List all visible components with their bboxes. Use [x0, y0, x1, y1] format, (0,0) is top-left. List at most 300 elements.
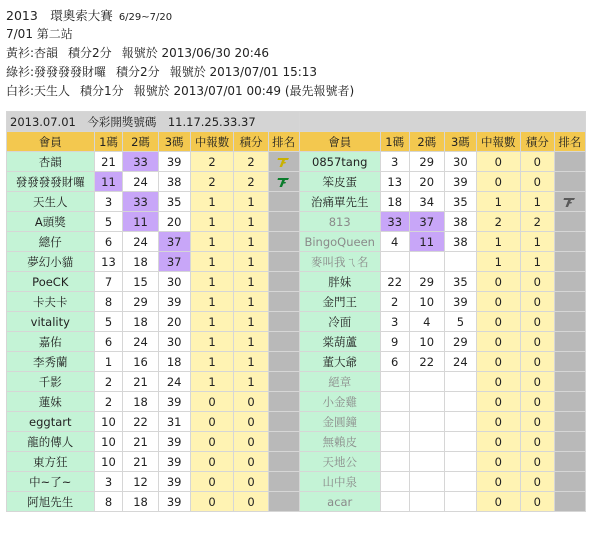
pick-number: 29	[409, 272, 444, 292]
pick-number: 3	[380, 312, 409, 332]
score-value: 0	[520, 412, 554, 432]
rank-cell	[554, 312, 585, 332]
score-value: 0	[520, 452, 554, 472]
report-count: 0	[476, 372, 520, 392]
table-row	[7, 312, 586, 332]
score-value: 1	[234, 312, 268, 332]
member-name: 夢幻小貓	[7, 252, 95, 272]
pick-number: 38	[158, 172, 190, 192]
score-value: 0	[520, 272, 554, 292]
score-value: 0	[520, 312, 554, 332]
member-name: 發發發發財囉	[7, 172, 95, 192]
col-reports: 中報數	[476, 132, 520, 152]
pick-number: 24	[444, 352, 476, 372]
jersey-badge-icon	[277, 157, 290, 168]
score-value: 1	[520, 192, 554, 212]
score-value: 0	[520, 392, 554, 412]
score-value: 0	[520, 472, 554, 492]
pick-number: 39	[158, 152, 190, 172]
pick-number: 10	[409, 292, 444, 312]
lottery-numbers: 2013.07.01 今彩開獎號碼 11.17.25.33.37	[7, 112, 300, 132]
pick-number: 35	[158, 192, 190, 212]
table-row	[7, 352, 586, 372]
report-count: 0	[476, 272, 520, 292]
rank-cell	[268, 172, 299, 192]
table-row	[7, 372, 586, 392]
pick-number: 30	[158, 272, 190, 292]
report-count: 0	[190, 392, 234, 412]
member-name: 龍的傳人	[7, 432, 95, 452]
table-row	[7, 492, 586, 512]
pick-number: 4	[380, 232, 409, 252]
score-value: 1	[234, 292, 268, 312]
pick-number: 22	[123, 412, 158, 432]
pick-number	[380, 372, 409, 392]
pick-number: 29	[444, 332, 476, 352]
rank-cell	[554, 372, 585, 392]
rank-cell	[268, 452, 299, 472]
page-title	[6, 6, 594, 25]
rank-cell	[554, 232, 585, 252]
member-name: BingoQueen	[299, 232, 380, 252]
pick-number: 30	[444, 152, 476, 172]
pick-number: 8	[94, 292, 123, 312]
pick-number: 6	[380, 352, 409, 372]
pick-number: 3	[380, 152, 409, 172]
score-value: 0	[234, 432, 268, 452]
pick-number: 10	[94, 452, 123, 472]
pick-number: 20	[409, 172, 444, 192]
pick-number: 2	[94, 392, 123, 412]
member-name: 金圓鐘	[299, 412, 380, 432]
score-value: 1	[520, 232, 554, 252]
pick-number: 34	[409, 192, 444, 212]
pick-number: 10	[94, 432, 123, 452]
rank-cell	[554, 252, 585, 272]
member-name: 蓮妹	[7, 392, 95, 412]
rank-cell	[268, 392, 299, 412]
col-score: 積分	[234, 132, 268, 152]
pick-number: 1	[94, 352, 123, 372]
member-name: 冷面	[299, 312, 380, 332]
pick-number: 35	[444, 192, 476, 212]
score-value: 1	[234, 332, 268, 352]
score-value: 0	[520, 432, 554, 452]
rank-cell	[554, 452, 585, 472]
report-count: 0	[476, 152, 520, 172]
report-count: 2	[190, 172, 234, 192]
rank-cell	[554, 152, 585, 172]
rank-cell	[554, 292, 585, 312]
pick-number: 18	[158, 352, 190, 372]
table-row	[7, 452, 586, 472]
yellow-jersey-line: 黃衫:杏韻 積分2分 報號於 2013/06/30 20:46	[6, 46, 270, 60]
pick-number: 4	[409, 312, 444, 332]
member-name: 0857tang	[299, 152, 380, 172]
report-count: 0	[190, 492, 234, 512]
table-row	[7, 292, 586, 312]
member-name: 無賴皮	[299, 432, 380, 452]
rank-cell	[268, 192, 299, 212]
pick-number: 39	[158, 452, 190, 472]
rank-cell	[268, 252, 299, 272]
pick-number: 24	[123, 172, 158, 192]
report-count: 0	[476, 492, 520, 512]
pick-number: 21	[123, 432, 158, 452]
pick-number	[444, 472, 476, 492]
pick-number: 31	[158, 412, 190, 432]
pick-number	[380, 392, 409, 412]
member-name: 杏韻	[7, 152, 95, 172]
score-value: 1	[234, 272, 268, 292]
score-value: 0	[520, 492, 554, 512]
pick-number: 39	[158, 432, 190, 452]
pick-number	[409, 392, 444, 412]
score-value: 0	[234, 452, 268, 472]
pick-number: 3	[94, 472, 123, 492]
report-count: 1	[190, 252, 234, 272]
rank-cell	[554, 432, 585, 452]
member-name: 胖妹	[299, 272, 380, 292]
pick-number: 13	[380, 172, 409, 192]
report-count: 0	[476, 352, 520, 372]
green-jersey-line: 綠衫:發發發發財囉 積分2分 報號於 2013/07/01 15:13	[6, 65, 318, 79]
rank-cell	[554, 472, 585, 492]
score-value: 0	[520, 172, 554, 192]
table-row	[7, 412, 586, 432]
score-value: 2	[234, 152, 268, 172]
score-value: 0	[234, 392, 268, 412]
pick-number: 11	[123, 212, 158, 232]
score-value: 1	[234, 212, 268, 232]
rank-cell	[554, 352, 585, 372]
rank-cell	[268, 212, 299, 232]
report-count: 1	[190, 272, 234, 292]
score-value: 0	[234, 492, 268, 512]
pick-number: 18	[123, 492, 158, 512]
col-member: 會員	[299, 132, 380, 152]
member-name: vitality	[7, 312, 95, 332]
pick-number	[409, 492, 444, 512]
pick-number	[444, 412, 476, 432]
table-row	[7, 472, 586, 492]
pick-number: 24	[123, 332, 158, 352]
pick-number: 30	[158, 332, 190, 352]
pick-number: 7	[94, 272, 123, 292]
rank-cell	[554, 392, 585, 412]
score-value: 1	[234, 252, 268, 272]
pick-number: 18	[123, 312, 158, 332]
pick-number: 20	[158, 212, 190, 232]
score-value: 0	[520, 352, 554, 372]
table-row	[7, 152, 586, 172]
member-name: 阿旭先生	[7, 492, 95, 512]
rank-cell	[268, 232, 299, 252]
rank-cell	[268, 152, 299, 172]
rank-cell	[268, 332, 299, 352]
pick-number: 15	[123, 272, 158, 292]
report-count: 1	[190, 312, 234, 332]
pick-number: 38	[444, 212, 476, 232]
pick-number: 5	[94, 212, 123, 232]
col-n2: 2碼	[123, 132, 158, 152]
score-value: 2	[234, 172, 268, 192]
col-n1: 1碼	[380, 132, 409, 152]
pick-number	[409, 252, 444, 272]
rank-cell	[554, 412, 585, 432]
pick-number: 10	[409, 332, 444, 352]
report-count: 2	[476, 212, 520, 232]
pick-number	[380, 432, 409, 452]
title-dates: 6/29~7/20	[118, 12, 173, 23]
score-table	[6, 111, 586, 512]
report-count: 0	[476, 432, 520, 452]
table-row	[7, 332, 586, 352]
rank-cell	[554, 172, 585, 192]
pick-number: 37	[158, 252, 190, 272]
pick-number: 33	[123, 152, 158, 172]
member-name: 麥叫我ㄟ名	[299, 252, 380, 272]
member-name: 棠葫蘆	[299, 332, 380, 352]
pick-number	[380, 472, 409, 492]
rank-cell	[268, 492, 299, 512]
score-value: 2	[520, 212, 554, 232]
score-value: 1	[234, 352, 268, 372]
title-main: 2013 環奧索大賽	[6, 8, 113, 23]
column-header-row	[7, 132, 586, 152]
rank-cell	[268, 472, 299, 492]
report-count: 1	[190, 192, 234, 212]
pick-number: 38	[444, 232, 476, 252]
pick-number: 33	[380, 212, 409, 232]
pick-number: 21	[123, 452, 158, 472]
pick-number: 21	[123, 372, 158, 392]
pick-number: 20	[158, 312, 190, 332]
report-count: 0	[476, 332, 520, 352]
table-row	[7, 192, 586, 212]
pick-number: 16	[123, 352, 158, 372]
report-count: 0	[190, 412, 234, 432]
table-row	[7, 272, 586, 292]
col-score: 積分	[520, 132, 554, 152]
pick-number: 18	[380, 192, 409, 212]
score-value: 1	[520, 252, 554, 272]
pick-number	[444, 452, 476, 472]
report-count: 1	[476, 232, 520, 252]
member-name: 笨皮蛋	[299, 172, 380, 192]
report-count: 0	[476, 312, 520, 332]
pick-number	[444, 432, 476, 452]
rank-cell	[268, 372, 299, 392]
jersey-badge-icon	[277, 177, 290, 188]
rank-cell	[554, 212, 585, 232]
report-count: 1	[190, 292, 234, 312]
member-name: 小金雞	[299, 392, 380, 412]
pick-number: 37	[409, 212, 444, 232]
pick-number: 39	[158, 492, 190, 512]
member-name: 千影	[7, 372, 95, 392]
member-name: acar	[299, 492, 380, 512]
member-name: 中~了~	[7, 472, 95, 492]
pick-number: 33	[123, 192, 158, 212]
pick-number: 24	[123, 232, 158, 252]
col-n3: 3碼	[158, 132, 190, 152]
table-row	[7, 392, 586, 412]
pick-number	[444, 492, 476, 512]
col-reports: 中報數	[190, 132, 234, 152]
pick-number	[409, 372, 444, 392]
report-count: 0	[190, 472, 234, 492]
pick-number: 5	[94, 312, 123, 332]
report-count: 0	[476, 392, 520, 412]
pick-number: 10	[94, 412, 123, 432]
pick-number: 39	[444, 292, 476, 312]
report-count: 0	[476, 412, 520, 432]
member-name: 董大爺	[299, 352, 380, 372]
pick-number: 37	[158, 232, 190, 252]
pick-number: 2	[94, 372, 123, 392]
score-value: 0	[234, 412, 268, 432]
score-value: 0	[520, 152, 554, 172]
pick-number: 21	[94, 152, 123, 172]
report-count: 0	[190, 452, 234, 472]
rank-cell	[554, 492, 585, 512]
pick-number: 12	[123, 472, 158, 492]
pick-number	[409, 432, 444, 452]
report-count: 1	[476, 252, 520, 272]
report-count: 0	[190, 432, 234, 452]
pick-number: 3	[94, 192, 123, 212]
pick-number: 29	[123, 292, 158, 312]
member-name: 卡夫卡	[7, 292, 95, 312]
score-value: 1	[234, 232, 268, 252]
pick-number: 11	[94, 172, 123, 192]
pick-number: 6	[94, 232, 123, 252]
pick-number	[444, 392, 476, 412]
col-n3: 3碼	[444, 132, 476, 152]
col-n2: 2碼	[409, 132, 444, 152]
member-name: 李秀蘭	[7, 352, 95, 372]
score-value: 1	[234, 192, 268, 212]
rank-cell	[268, 432, 299, 452]
score-value: 0	[520, 372, 554, 392]
col-rank: 排名	[554, 132, 585, 152]
pick-number: 29	[409, 152, 444, 172]
jersey-badge-icon	[563, 197, 576, 208]
rank-cell	[268, 412, 299, 432]
score-value: 0	[234, 472, 268, 492]
report-count: 2	[190, 152, 234, 172]
member-name: A頭獎	[7, 212, 95, 232]
pick-number	[380, 452, 409, 472]
pick-number	[409, 452, 444, 472]
rank-cell	[268, 272, 299, 292]
lottery-row	[7, 112, 586, 132]
pick-number: 9	[380, 332, 409, 352]
report-count: 0	[476, 292, 520, 312]
report-count: 0	[476, 472, 520, 492]
member-name: 山中泉	[299, 472, 380, 492]
pick-number: 18	[123, 392, 158, 412]
header	[6, 6, 594, 101]
report-count: 1	[190, 232, 234, 252]
col-member: 會員	[7, 132, 95, 152]
pick-number: 11	[409, 232, 444, 252]
col-n1: 1碼	[94, 132, 123, 152]
report-count: 0	[476, 452, 520, 472]
member-name: 天地公	[299, 452, 380, 472]
rank-cell	[268, 352, 299, 372]
report-count: 1	[476, 192, 520, 212]
member-name: 治痛單先生	[299, 192, 380, 212]
member-name: 金門王	[299, 292, 380, 312]
report-count: 1	[190, 212, 234, 232]
member-name: 絕章	[299, 372, 380, 392]
rank-cell	[554, 272, 585, 292]
pick-number: 22	[409, 352, 444, 372]
rank-cell	[554, 332, 585, 352]
pick-number	[409, 412, 444, 432]
report-count: 1	[190, 352, 234, 372]
pick-number: 8	[94, 492, 123, 512]
pick-number: 39	[158, 292, 190, 312]
score-value: 0	[520, 292, 554, 312]
pick-number	[380, 412, 409, 432]
pick-number	[409, 472, 444, 492]
table-row	[7, 172, 586, 192]
table-row	[7, 212, 586, 232]
station-label: 7/01 第二站	[6, 27, 73, 41]
member-name: 嘉佑	[7, 332, 95, 352]
pick-number: 6	[94, 332, 123, 352]
pick-number	[444, 252, 476, 272]
rank-cell	[554, 192, 585, 212]
col-rank: 排名	[268, 132, 299, 152]
pick-number: 24	[158, 372, 190, 392]
member-name: PoeCK	[7, 272, 95, 292]
rank-cell	[268, 312, 299, 332]
lottery-filler	[299, 112, 585, 132]
pick-number: 2	[380, 292, 409, 312]
table-row	[7, 432, 586, 452]
report-count: 1	[190, 332, 234, 352]
score-value: 1	[234, 372, 268, 392]
pick-number	[380, 492, 409, 512]
pick-number: 5	[444, 312, 476, 332]
rank-cell	[268, 292, 299, 312]
pick-number: 39	[444, 172, 476, 192]
member-name: 813	[299, 212, 380, 232]
table-row	[7, 252, 586, 272]
report-count: 1	[190, 372, 234, 392]
pick-number: 18	[123, 252, 158, 272]
pick-number: 35	[444, 272, 476, 292]
white-jersey-line: 白衫:天生人 積分1分 報號於 2013/07/01 00:49 (最先報號者)	[6, 84, 355, 98]
pick-number	[380, 252, 409, 272]
score-value: 0	[520, 332, 554, 352]
pick-number: 39	[158, 472, 190, 492]
member-name: eggtart	[7, 412, 95, 432]
member-name: 天生人	[7, 192, 95, 212]
pick-number: 13	[94, 252, 123, 272]
pick-number: 22	[380, 272, 409, 292]
pick-number: 39	[158, 392, 190, 412]
member-name: 總仔	[7, 232, 95, 252]
table-row	[7, 232, 586, 252]
report-count: 0	[476, 172, 520, 192]
member-name: 東方狂	[7, 452, 95, 472]
pick-number	[444, 372, 476, 392]
